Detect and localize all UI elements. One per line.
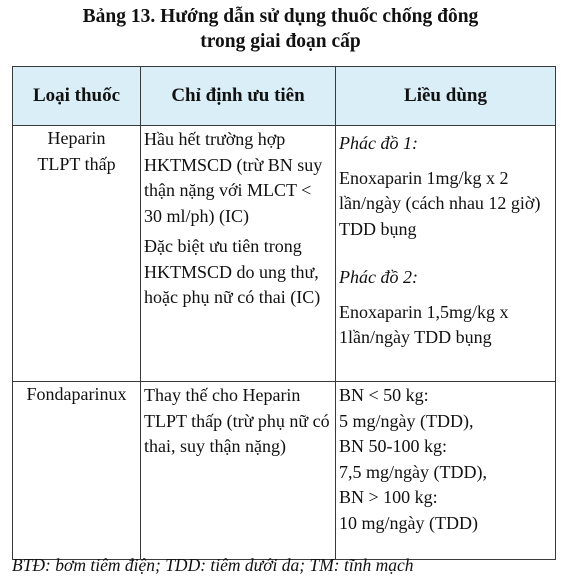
regimen-dose: Enoxaparin 1mg/kg x 2 lần/ngày (cách nhau 12 giờ) TDD bụng (339, 167, 541, 239)
dose-line: BN < 50 kg: (339, 385, 429, 405)
drug-name-line: Heparin (47, 128, 106, 148)
header-drug-type: Loại thuốc (13, 67, 141, 126)
dose-line: BN > 100 kg: (339, 487, 438, 507)
drug-name-cell (13, 382, 141, 560)
drug-name-cell (13, 126, 141, 382)
table-title-line-1: Bảng 13. Hướng dẫn sử dụng thuốc chống đông (82, 6, 479, 27)
dosage-cell (336, 126, 556, 382)
drug-name-line: TLPT thấp (37, 153, 116, 174)
indication-text: Hầu hết trường hợp HKTMSCD (trừ BN suy thận nặng với MLCT < 30 ml/ph) (IC) (144, 129, 323, 226)
dose-line: 10 mg/ngày (TDD) (339, 512, 478, 533)
indication-text: Đặc biệt ưu tiên trong HKTMSCD do ung thư, hoặc phụ nữ có thai (IC) (144, 236, 321, 307)
table-title (0, 4, 561, 54)
regimen-dose: Enoxaparin 1,5mg/kg x 1lần/ngày TDD bụng (339, 301, 509, 347)
table-title-line-2: trong giai đoạn cấp (200, 31, 361, 52)
indication-cell (141, 382, 336, 560)
indication-text: Thay thế cho Heparin TLPT thấp (trừ phụ nữ có thai, suy thận nặng) (144, 385, 330, 456)
table-row-heparin (13, 126, 556, 382)
dose-line: BN 50-100 kg: (339, 436, 447, 456)
regimen-label: Phác đồ 2: (339, 267, 418, 287)
dosage-cell (336, 382, 556, 560)
regimen-label: Phác đồ 1: (339, 133, 418, 153)
header-dosage: Liều dùng (336, 67, 556, 126)
dose-line: 7,5 mg/ngày (TDD), (339, 461, 487, 482)
table-header-row (13, 67, 556, 126)
anticoagulant-table (12, 66, 556, 560)
table-row-fondaparinux (13, 382, 556, 560)
dose-line: 5 mg/ngày (TDD), (339, 410, 474, 431)
header-indication: Chỉ định ưu tiên (141, 67, 336, 126)
drug-name-line: Fondaparinux (26, 384, 127, 404)
table-footnote: BTĐ: bơm tiêm điện; TDD: tiêm dưới da; TM: tĩnh mạch (12, 555, 414, 575)
indication-cell (141, 126, 336, 382)
